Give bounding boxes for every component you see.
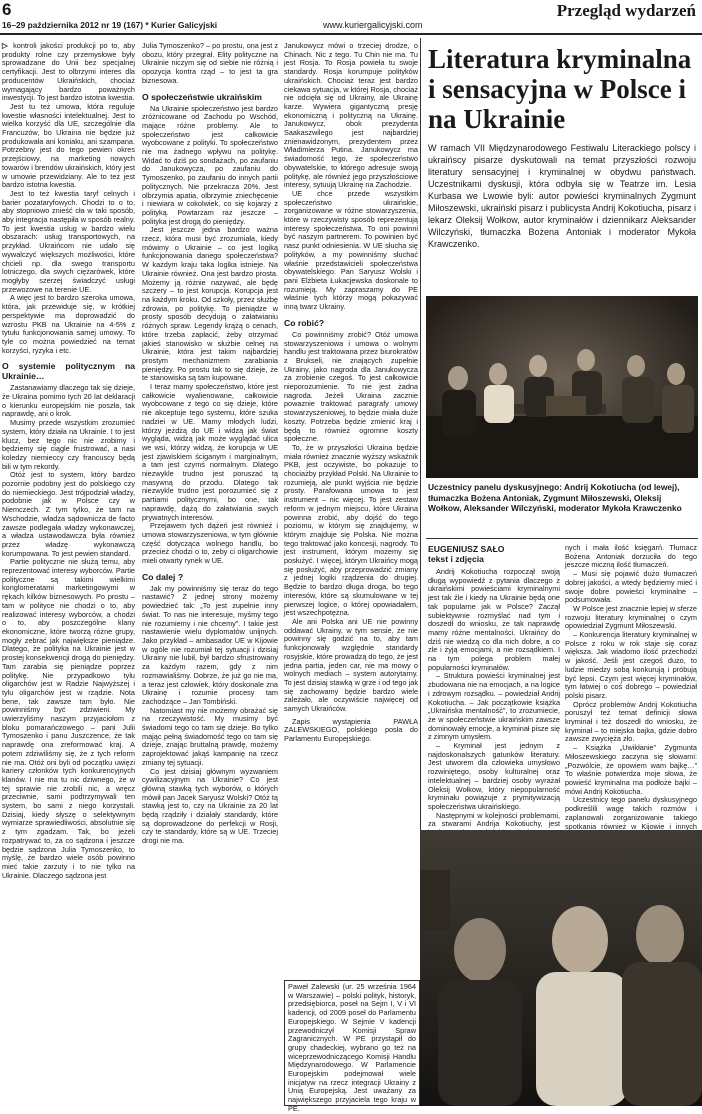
col2-paragraph-8: Co jest dzisiaj głównym wyzwaniem cywilizacyjnym na Ukrainie? Co jest główną stawką tych wyborów, o których mówił pan Jacek Saryusz Wolski? Otóż tą stawką jest to, czy na Ukrainie za 20 lat będą rządziły i działały standardy, które są doprowadzone do perfekcji w Rosji, czy te standardy, które są w UE. Trzeciej drogi nie ma. [142,766,278,846]
col2-paragraph-4: I teraz mamy społeczeństwo, które jest całkowicie wyalienowane, całkowicie wyobcowane z tego co się dzieje, które nie akceptuje tego systemu, które szuka nadziei w UE. Mamy młodych ludzi, którzy jeżdżą do UE i widzą jak świat wygląda, widzą jak może wyglądać ulica we wsi, którzy widzą, że korupcja w UE jest zjawiskiem ściganym i marginalnym, a tam jest czymś normalnym. Dlatego niezwykle trudno jest poruszać tą masywną do przodu. Dlatego tak niezwykle trudno jest porozumieć się z partiami politycznymi, bo one, tak naprawdę, dążą do załatwiania swych prywatnych interesów. [142,382,278,522]
article-column-3 [284,42,418,784]
lit-paragraph-2: – Struktura powieści kryminalnej jest zbudowana nie na emocjach, a na logice i zdrowym rozsądku. – powiedział Andrij Kokotiucha. – Jak początkowie książka „Ukraińska mentalność”, to zrozumiecie, że w społeczeństwie ukraińskim zawsze dominowały emocje, a kryminał pisze się z zimnym umysłem. [428,671,560,742]
col2-paragraph-6: Jak my powinniśmy się teraz do tego nastawić? Z jednej strony możemy powiedzieć tak: „To jest zupełnie inny świat. To nas nie interesuje, myśmy tego nie rozumiemy i nie chcemy”. I takie jest nastawienie wielu dyplomatów unijnych. Jako przykład – ambasador UE w Kijowie w ogóle nie rozumiał tej sytuacji i dzisiaj Ukrainy nie lubił, był bardzo sfrustrowany za każdym razem, gdy z nim rozmawialiśmy. Dobrze, że już go nie ma, a teraz jest człowiek, który doskonale zna Ukrainę i rozumie procesy tam zachodzące – Jan Tombiński. [142,583,278,706]
col3-paragraph-3: Co powinniśmy zrobić? Otóż umowa stowarzyszeniowa i umowa o wolnym handlu jest traktowana przez biurokratów z Brukseli, nie znających zupełnie Ukrainy, jako nagroda dla Janukowycza za zrobienie czegoś. To jest całkowicie nieporozumienie. To nie jest żadna nagroda. Jeżeli Ukraina zacznie powaznie traktować paragrafy umowy stowarzyszeniowej, to będzie miała duże koszty. Potrzeba będzie zmienić kraj i będą to również ogromne koszty społeczne. [284,329,418,444]
col2-paragraph-2: Na Ukrainie społeczeństwo jest bardzo zróżnicowane od Zachodu po Wschód, mające różne problemy. Ale to społeczeństwo jest całkowicie wyobcowane z polityki. To społeczeństwo nie ma żadnego wpływu na politykę. Widać to dziś po sondażach, po zaufaniu do Janukowycza, po zaufaniu do Tymoszenko, po zaufaniu do innych partii politycznych. Nie przekracza 20%. Jest olbrzymia apatia, olbrzymie zniechęcenie i niewiara w cokolwiek, co się kojarzy z polityką. Powtarzam raz jeszcze – polityka jest drogą do pieniędzy. [142,103,278,226]
lit-paragraph-5: nych i mała ilość księgarń. Tłumacz Bożena Antoniak dorzuciła do tego jeszcze miczną ilość tłumaczeń. [565,543,697,570]
issue-line: 16–29 października 2012 nr 19 (167) * Kurier Galicyjski [2,20,218,30]
site-url[interactable]: www.kuriergalicyjski.com [323,20,423,30]
col2-paragraph-1: Julia Tymoszenko? – po prostu, ona jest z obozu, który przegrał. Elity polityczne na Ukrainie niczym się od siebie nie różnią i opozycja kontra rząd – to jest ta gra biznesowa. [142,41,278,85]
col3-paragraph-4: To, że w przyszłości Ukraina będzie miała również znacznie wyższy wskaźnik PKB, jest oczywiste, bo pokazuje to chociażby przykład Polski. Na Ukrainie to rozumieją, ale punkt wyjścia nie będzie prosty. Parafowana umowa to jest instrument – nic więcej. To jest zestaw reform w jednym miejscu, które Ukraina powinna zrobić, aby dojść do tego poziomu, w którym się znajdujemy, w którym znajduje się Polska. Nie można tego traktować jako koncesji, nagrody. To jest instrument, którym możemy się posłużyć. I więcej, którym Ukraińcy mogą się posłużyć, aby przeprowadzić zmiany z jednej logiki rządzenia do drugiej. Będzie to bardzo długa droga, bo tego interesów, które są skumulowane w tej pierwszej logice, o której opowiadałem, jest wszechpotężna. [284,442,418,618]
audience-photo [420,830,702,1106]
col3-author-note: Zapis wystąpienia PAWŁA ZALEWSKIEGO, polskiego posła do Parlamentu Europejskiego. [284,716,418,744]
author-name: EUGENIUSZ SAŁO [428,544,505,554]
col3-paragraph-2: UE chce przede wszystkim społeczeństwo ukraińskie, zorganizowane w różne stowarzyszenia, które w rzeczywisty sposób reprezentują interesy społeczeństwa. To oni powinni być naszym partnerem. To powinien być nasz punkt odniesienia. W UE słucha się polityków, a my powinniśmy słuchać właśnie przedstawicieli społeczeństwa obywatelskiego. Pan Saryusz Wolski i pani Elżbieta Łukacjewska doskonale to rozumieją. My zapraszamy do PE właśnie tych którzy mogą pokazywać inną twarz Ukrainy. [284,188,418,312]
literature-column-2 [565,543,697,831]
lit-paragraph-7: W Polsce jest znacznie lepiej w sferze rozwoju literatury kryminalnej o czym opowiedział Zygmunt Miłoszewski. [565,603,697,631]
author-block [428,544,558,564]
col2-paragraph-7: Natomiast my nie możemy obrażać się na rzeczywistość. My musimy być świadomi tego co tam się dzieje. Bo tylko mając pełną świadomość tego co tam się dzieje, znając bruttalną prawdę, możemy zaprojektować jakąś kampanię na rzecz zmiany tej sytuacji. [142,705,278,767]
arrow-icon: ▷ [2,41,14,50]
page-header [0,0,702,36]
subheading-society: O społeczeństwie ukraińskim [142,91,262,102]
col1-paragraph-5: Zastanawiamy dlaczego tak się dzieje, że Ukraina pomimo tych 20 lat deklaracji o kierunku europejskim nie poszła, tak naprawdę, ani o krok. [2,383,135,419]
photo-caption: Uczestnicy panelu dyskusyjnego: Andrij Kokotiucha (od lewej), tłumaczka Bożena Antoniak, Zygmunt Miłoszewski, Oleksij Wołkow, Aleksander Wilczyński, moderator Mykoła Krawczenko [428,482,682,513]
page-number: 6 [2,0,12,19]
col1-paragraph-1: kontroli jakości produkcji po to, aby produkty rolne czy przemysłowe były sprowadzane do Unii bez specjalnej certyfikacji. Jest to olbrzymi interes dla producentów Ukraińskich, chociaż wymagający bardzo poważnych inwestycji. To jest bardzo istotna kwestia. [2,41,135,103]
bio-text: Paweł Zalewski (ur. 25 września 1964 w Warszawie) – polski polityk, historyk, przedsiębiorca, poseł na Sejm I, V i VI kadencji, od 2009 poseł do Parlamentu Europejskiego. W Sejmie V kadencji przewodniczył Komisji Spraw Zagranicznych. W PE przystąpił do grupy chadeckiej, wybrano go też na wiceprzewodniczącego Komisji Handlu Międzynarodowego. W Parlamencie Europejskim podejmował wiele inicjatyw na rzecz integracji Ukrainy z Unią Europejską. Jest uważany za największego przyjaciela tego kraju w PE. [288,982,416,1113]
article-lead: W ramach VII Międzynarodowego Festiwalu Literackiego polscy i ukraińscy pisarze dyskutowali na temat przyszłości rozwoju literatury sensacyjnej i kryminalnej w obydwu państwach. Uczestnikami dyskusji, która odbyła się w Teatrze im. Lesia Kurbasa we Lwowie byli: autor powieści kryminalnych Zygmunt Miłoszewski, ukraiński pisarz i publicysta Andrij Kokotiucha, pisarz i lekarz Oleksij Wołkow, autor kryminałów i dziennikarz Aleksander Wilczyński, tłumaczka Bożena Antoniak i moderator Mykoła Krawczenko. [428,143,696,249]
col1-paragraph-3: Jest to też kwestia taryf celnych i barier pozataryfowych. Chodzi to o to, aby stopniowo znieść cła w taki sposób, aby integracja następiła w sposób realny. To jest kwestia usług w bardzo wielu obszarach: usług transportowych, na przykład. Ukraińcom nie udało się wywalczyć większych możliwości, które chcieli np. dla swego transportu lotniczego, dla swych ciężarówek, które mogłyby szerzej świadczyć usługi przewozowe na terenie UE. [2,188,135,294]
lit-paragraph-6: – Musi się pojawić dużo tłumaczeń dobrej jakości, a wtedy będziemy mieć i swoje dobre powieści kryminalne – podsumowała. [565,569,697,605]
lit-paragraph-3: – Kryminał jest jednym z najdoskonalszych gatunków literatury. Jest utworem dla człowieka umysłowo rozwiniętego, osoby kulturalnej oraz intelektualnej – bardziej osoby wyrażał Oleksij Wołkow, który niepopularność kryminału powiązuje z prymitywizacją społeczeństwa ukraińskiego. [428,741,560,811]
lit-paragraph-8: – Konkurencja literatury kryminalnej w Polsce z roku w rok staje się coraz większa. Jak wiadomo ilość przechodzi w jakość. Jeśli jest czegoś dużo, to ludzie miedzy sobą konkurują i próbują być lepsi. Czym jest więcej kryminałów, tym łatwiej o coś dobrego – powiedział polski pisarz. [565,630,697,700]
col2-paragraph-3: Jest jeszcze jedna bardzo ważna rzecz, która musi być zrozumiała, kiedy mówimy o Ukrainie – co jest logiką funkcjonowania danego społeczeństwa? W każdym kraju taka logika istnieje. Na Ukrainie również. Ona jest bardzo prosta. Możemy ją różnie nazywać, ale będę szczery – to jest korupcja. Korupcja jest na każdym kroku. Od szkoły, przez służbę zdrowia, po politykę. To pieniądze w prosty sposób decydują o załatwianiu różnych spraw. Legendy krążą o cenach, które trzeba zapłacić, żeby otrzymać jakieś stanowisko w służbie celnej na Ukrainie, która jest takim najbardziej prostym mechanizmem zarabiania pieniędzy. Po prostu tak to się dzieje, że te stanowiska są tam kupowane. [142,225,278,383]
literature-column-1 [428,567,560,829]
lit-paragraph-10: – Książka „Uwikłanie” Zygmunta Miłoszewskiego zaczyna się słowami: „Pozwólcie, że opowiem wam bajkę…” To właśnie potwierdza moje słowa, że powieść kryminalna ma podłoże bajki – mówi Andrij Kokotiucha. [565,743,697,796]
section-title: Przegląd wydarzeń [556,1,696,20]
subheading-political-system: O systemie politycznym na Ukrainie… [2,361,135,382]
lit-paragraph-11: Uczestnicy tego panelu dyskusyjnego podkreślili wagę takich rozmów i zaplanowali zorganizowanie takiego spotkania również w Kijowie i innych [565,795,697,831]
col1-paragraph-8: Partie polityczne nie służą temu, aby reprezentować interesy wyborców. Partie polityczne są takimi wielkimi konglomeratami marketingowymi w rękach kilków biznesowych. Po prostu – tam w polityce nie chodzi o to, aby realizować interesy wyborców, a chodzi o to, aby poszczególne klany ekonomiczne, które tworzą różne grupy, mogły zebrać jak największe pieniądze. Dlatego, że polityka na Ukrainie jest w prostej konsekwencji drogą do pieniędzy. Tam zarabia się pieniądze poprzez politykę. Nie przypadkowo tylu oligarchów jest w Radzie Najwyższej i tylu oligarchów jest w rządzie. Nota bene, tak zawsze tam było. Nie powinniśmy być zdziwieni. My uwierzyliśmy naszym przyjaciołom z bloku pomarańczowego – pani Julii Tymoszenko i panu Juszczence, że tak naprawdę ona zreformować kraj. A potem zdziwiliśmy się, że z tych reform nie ma. Otóż oni byli od początku uwięzi kariery członków tych konkurencyjnych klanów. I nie ma tu nic dziwnego, że w tej sprawie nie zrobili nic, a wręcz przeciwnie, sami podtrzymywali ten system, bo sami z niego korzystali. Dzisiaj, kiedy słyszę o selektywnym wymiarze sprawiedliwości, absolutnie się z tym zgadzam. Tak, bo jeżeli rozpatrywać to, za co sądzona i jeszcze będzie sądzona Julia Tymoszenko, to myślę, że bardzo wiele osób powinno mieć takie zarzuty i to nie tylko na Ukrainie. Dlaczego sądzona jest [2,557,135,880]
caption-rule [426,538,698,539]
col3-paragraph-5: Ale ani Polska ani UE nie powinny oddawać Ukrainy, w tym sensie, że nie powinny się godzić na to, aby tam funkcjonowały względnie standardy rosyjskie, które prowadzą do tego, że jest jedna partia, jeden car, nie ma mowy o wolnych mediach – system autorytarny. To jest dzisiaj stawką w grze i od tego jak się zachowamy będzie bardzo wiele zależało, ale oczywiście najwięcej od samych Ukraińców. [284,617,418,714]
col1-paragraph-6: Musimy przede wszystkim zrozumieć system, który działa na Ukrainie. I to jest klucz, bez tego nic nie zrobimy i będziemy się ciągle frustrować, a nasi koledzy niemieccy czy francuscy będą bili w tym rekordy. [2,418,135,471]
article-title: Literatura kryminalna i sensacyjna w Polsce i na Ukrainie [428,44,692,134]
col2-paragraph-5: Przejawem tych dążeń jest również i umowa stowarzyszeniowa, w tym głównie część dotycząca wolnego handlu, bo przecież chodzi o to, żeby ci oligarchowie mieli otwarty rynek w UE. [142,521,278,566]
col3-paragraph-1: Janukowycz mówi o trzeciej drodze, o Chinach. Nic z tego. Tu Chin nie ma. Tu jest Rosja. To Rosja powieła tu swoje standardy. Rosja korumpuje polityków ukraińskich. Chociaż teraz jest bardzo ciekawa sytuacja, w której Rosja, chociaż nie odcięła się od Ukrainy, ale Ukrainę karze. Wywiera gigantyczną presję ekonomiczną i polityczną na Ukrainę. Janukowycz, obok prezydenta Saakaszwilego jest najbardziej znienawidzonym, prezydentem przez Władimierza Putina. Janukowycz ma świadomość tego, że społeczeństwo obywatelskie, to którego adresuje swoją politykę, ale również jego przyszłościowe interesy, sytuują Ukrainę na Zachodzie. [284,41,418,190]
panel-photo [426,296,698,478]
audience-photo-image [420,830,702,1106]
lit-paragraph-1: Andrij Kokotiucha rozpoczął swoją długą wypowiedź z pytania dlaczego z ukraińskimi powieściami kryminalnymi jest tak źle i kiedy na Ukrainie będą one tak popularne jak w Polsce? Zaczął subiektywnie rozmyślać nad tym i doszedł do wniosku, że tak naprawdę mamy różne mentalności. Ukraińcy do dziś nie wiedzą co dla nich dobre, a co zle i żyją emocjami, a nie rozsądkiem. I na tym polega problem małej popularności kryminałów. [428,567,560,672]
col1-paragraph-2: Jest tu też umowa, która reguluje kwestie własności intelektualnej. Jest to wielka korzyść dla UE, szczególnie dla Francuzów, bo Ukraina nie będzie już produkowała ani koniaku, ani szampana. Potrzebny jest do tego pewien okres przejściowy, na marketing nowych towarów i brendów ukraińskich, który jest w umowie przewidziany. Ale to też jest bardzo istotna kwestia. [2,101,135,190]
article-column-2 [142,42,278,1104]
panel-photo-image [426,296,698,478]
header-rule [0,33,702,35]
subheading-what-to-do: Co robić? [284,317,325,328]
article-column-1 [2,42,135,1104]
col1-paragraph-7: Otóż jest to system, który bardzo pozornie podobny jest do polskiego czy do niemieckiego. Jest trójpodział władzy, podobnie jak w Polsce czy w Niemczech. Z tym tylko, że tam na Wschodzie, władza sądownicza de facto zawsze podlegała władzy wykonawczej, a władza ustawodawcza była również przez władzę wykonawczą korumpowana. To jest pewien standard. [2,470,135,558]
subheading-what-next: Co dalej ? [142,571,184,582]
bio-box [284,980,420,1113]
col1-paragraph-4: A więc jest to bardzo szeroka umowa, która, jak przewiduje się, w krótkiej perspektywie ma doprowadzić do wzrostu PKB na Ukrainie na 4-5% z tytułu funkcjonowania samej umowy. To tyle co można powiedzieć na temat korzyści, ryzyka i etc. [2,293,135,355]
lit-paragraph-4: Następnymi w kolejności problemami, za stwarami Andrija Kokotiuchy, jest [428,810,560,829]
lit-paragraph-9: Oprócz problemów Andrij Kokotiucha poruszył też temat definicji słowa kryminał i też doszedł do wniosku, że kryminał – to miejska bajka, gdzie dobro zawsze zwycięża zło. [565,699,697,744]
author-note: tekst i zdjęcia [428,554,484,564]
